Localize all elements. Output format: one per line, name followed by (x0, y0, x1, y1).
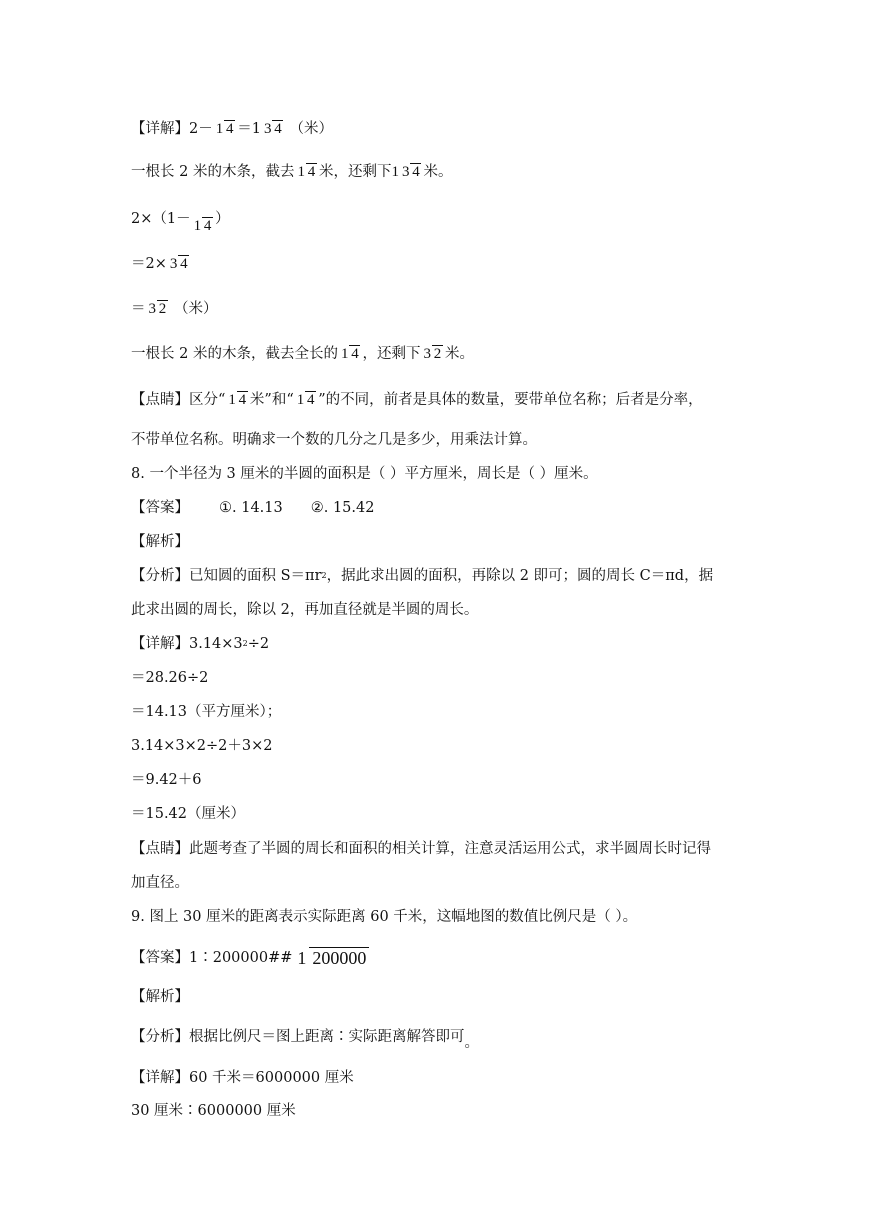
text: ÷2 (247, 636, 270, 652)
hint-line-2: 不带单位名称。明确求一个数的几分之几是多少，用乘法计算。 (131, 432, 537, 448)
detail-9-line-2: 30 厘米∶6000000 厘米 (131, 1103, 296, 1119)
answer-line-9 (131, 936, 371, 980)
detail-line-8-4: 3.14×3×2÷2＋3×2 (131, 738, 273, 754)
text: 一根长 2 米的木条，截去 (131, 164, 295, 180)
text: 【答案】1∶200000## (131, 950, 293, 966)
text: 一根长 2 米的木条，截去全长的 (131, 346, 338, 362)
fraction-one-quarter: 1 4 (228, 392, 247, 408)
question-8: 8. 一个半径为 3 厘米的半圆的面积是（ ）平方厘米，周长是（ ）厘米。 (131, 466, 598, 482)
text: ＝1 (237, 121, 261, 137)
detail-line-8-1 (131, 634, 269, 654)
text: 2×（1－ (131, 211, 191, 227)
fraction-one-quarter: 1 4 (215, 121, 234, 137)
detail-line-2 (131, 156, 452, 188)
analysis-heading: 【解析】 (131, 534, 189, 550)
fraction-three-quarters: 3 4 (401, 164, 420, 180)
text: 【分析】已知圆的面积 S＝πr (131, 568, 322, 584)
text: ，还剩下 (362, 346, 421, 362)
detail-line-1 (131, 114, 333, 144)
text: （米） (174, 301, 218, 317)
answer-1: ①. 14.13 (219, 500, 283, 516)
analysis-9-line (131, 1027, 479, 1051)
detail-line-3 (131, 201, 230, 237)
text: ，据此求出圆的面积，再除以 2 即可；圆的周长 C＝πd，据 (326, 568, 714, 584)
whole-number: 1 (391, 164, 399, 180)
fraction-three-quarters: 3 4 (263, 121, 282, 137)
detail-line-6 (131, 337, 474, 371)
text: ＝ (131, 301, 146, 317)
detail-line-4 (131, 244, 191, 284)
superscript: 2 (242, 639, 248, 648)
text: 米，还剩下 (318, 164, 392, 180)
text: 。 (464, 1035, 479, 1051)
detail-line-8-5: ＝9.42＋6 (131, 772, 202, 788)
detail-line-8-6: ＝15.42（厘米） (131, 806, 246, 822)
fraction-three-halves: 3 2 (148, 301, 167, 317)
answer-2: ②. 15.42 (310, 500, 375, 516)
analysis-line-1 (131, 566, 713, 586)
detail-line-8-3: ＝14.13（平方厘米）； (131, 704, 282, 720)
fraction-one-quarter: 1 4 (296, 392, 315, 408)
question-9: 9. 图上 30 厘米的距离表示实际距离 60 千米，这幅地图的数值比例尺是（ ）。 (131, 909, 638, 925)
text: 【详解】2－ (131, 121, 213, 137)
superscript: 2 (321, 571, 327, 580)
hint-8-line-1: 【点睛】此题考查了半圆的周长和面积的相关计算，注意灵活运用公式，求半圆周长时记得 (131, 841, 711, 857)
hint-8-line-2: 加直径。 (131, 875, 189, 891)
text: 米。 (423, 164, 453, 180)
text: ＝2× (131, 256, 167, 272)
text: 【分析】根据比例尺＝图上距离∶实际距离解答即可 (131, 1029, 465, 1045)
fraction-one-quarter: 1 4 (193, 218, 212, 234)
text: 米。 (444, 346, 474, 362)
answer-line-8 (131, 498, 374, 518)
text: ”的不同，前者是具体的数量，要带单位名称；后者是分率， (318, 392, 703, 408)
fraction-scale: 1 200000 (294, 947, 369, 969)
text: 米”和“ (249, 392, 294, 408)
fraction-three-quarters: 3 4 (169, 256, 188, 272)
text: 【答案】 (131, 500, 189, 516)
text: 【点睛】区分“ (131, 392, 226, 408)
detail-line-5 (131, 292, 218, 326)
text: （米） (289, 121, 333, 137)
detail-9-line-1: 【详解】60 千米＝6000000 厘米 (131, 1070, 354, 1086)
fraction-one-quarter: 1 4 (340, 346, 359, 362)
hint-line-1 (131, 383, 703, 417)
text: ） (215, 211, 230, 227)
fraction-three-halves: 3 2 (423, 346, 442, 362)
analysis-heading-9: 【解析】 (131, 989, 189, 1005)
analysis-line-2: 此求出圆的周长，除以 2，再加直径就是半圆的周长。 (131, 602, 479, 618)
text: 【详解】3.14×3 (131, 636, 243, 652)
detail-line-8-2: ＝28.26÷2 (131, 670, 209, 686)
fraction-one-quarter: 1 4 (297, 164, 316, 180)
